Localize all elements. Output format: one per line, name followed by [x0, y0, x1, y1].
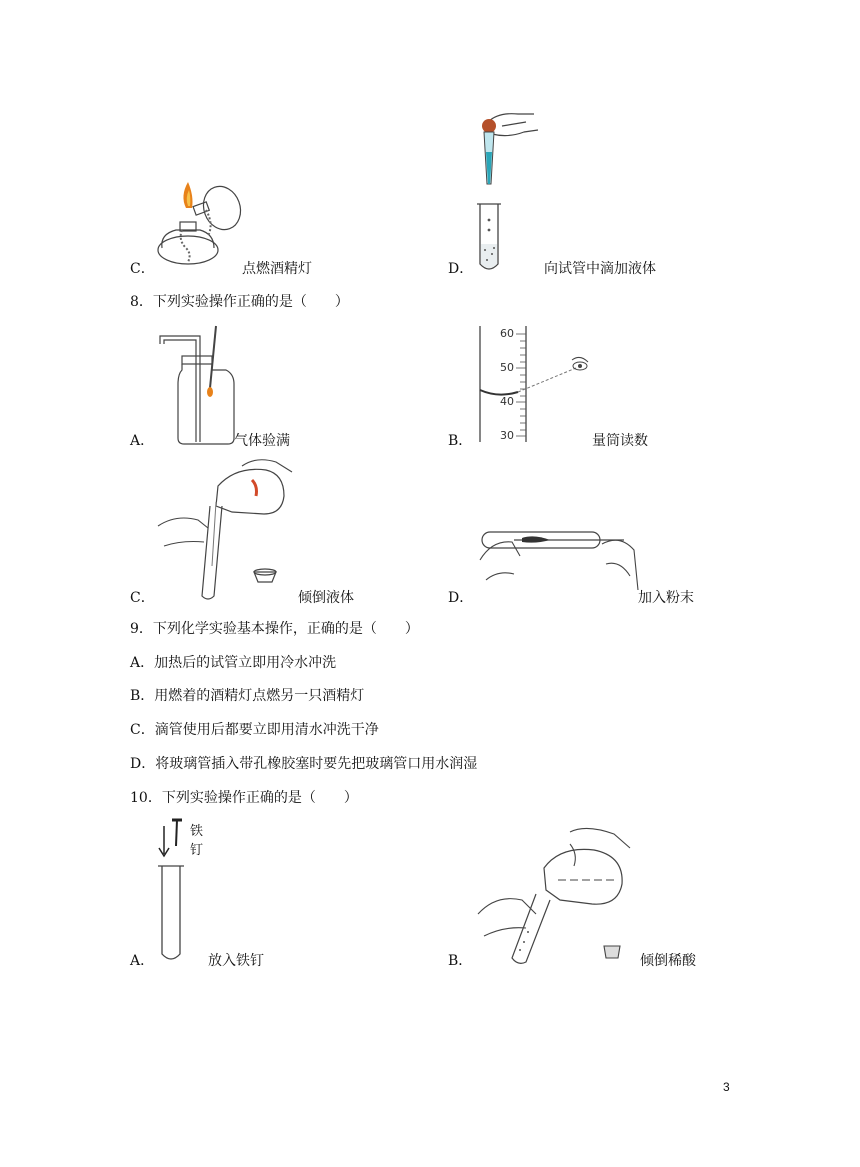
adding-powder-figure [474, 520, 640, 604]
q8-stem: 8．下列实验操作正确的是（ ） [130, 294, 349, 310]
q10-option-b-caption: 倾倒稀酸 [640, 953, 696, 969]
dropper-into-test-tube-figure [468, 108, 548, 276]
q10-option-a-letter: A． [130, 953, 155, 969]
q7-option-d-letter: D． [448, 261, 474, 277]
q8-option-a-letter: A． [130, 433, 155, 449]
q9-option-c: C．滴管使用后都要立即用清水冲洗干净 [130, 722, 379, 738]
q7-option-d-caption: 向试管中滴加液体 [544, 261, 656, 277]
pouring-dilute-acid-figure [474, 824, 634, 966]
iron-nail-label-line1: 铁 [190, 824, 204, 839]
q9-stem: 9．下列化学实验基本操作，正确的是（ ） [130, 621, 419, 637]
page-number: 3 [723, 1080, 730, 1094]
graduated-cylinder-reading-figure [476, 324, 606, 446]
q8-option-d-caption: 加入粉末 [638, 590, 694, 606]
q7-option-c-letter: C． [130, 261, 155, 277]
pouring-liquid-figure [156, 456, 296, 602]
q8-option-d-letter: D． [448, 590, 474, 606]
q7-option-c-caption: 点燃酒精灯 [242, 261, 312, 277]
cylinder-scale-30: 30 [500, 429, 514, 442]
q8-option-a-caption: 气体验满 [234, 433, 290, 449]
q10-stem: 10．下列实验操作正确的是（ ） [130, 790, 358, 806]
cylinder-scale-40: 40 [500, 395, 514, 408]
cylinder-scale-60: 60 [500, 327, 514, 340]
q10-option-a-caption: 放入铁钉 [208, 953, 264, 969]
alcohol-lamp-lighting-figure [150, 178, 250, 270]
iron-nail-label-line2: 钉 [190, 843, 204, 858]
cylinder-scale-50: 50 [500, 361, 514, 374]
q8-option-b-letter: B． [448, 433, 473, 449]
q9-option-b: B．用燃着的酒精灯点燃另一只酒精灯 [130, 688, 365, 704]
q8-option-c-letter: C． [130, 590, 155, 606]
q9-option-d: D．将玻璃管插入带孔橡胶塞时要先把玻璃管口用水润湿 [130, 756, 478, 772]
q8-option-c-caption: 倾倒液体 [298, 590, 354, 606]
q8-option-b-caption: 量筒读数 [592, 433, 648, 449]
gas-bottle-test-figure [156, 322, 238, 446]
q10-option-b-letter: B． [448, 953, 473, 969]
q9-option-a: A．加热后的试管立即用冷水冲洗 [130, 655, 337, 671]
